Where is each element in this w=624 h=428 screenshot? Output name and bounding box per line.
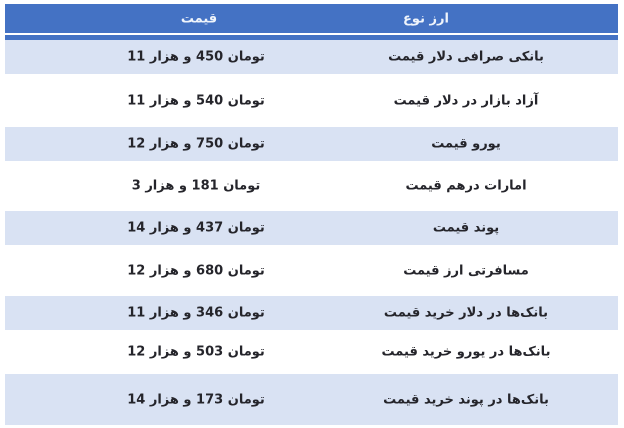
- table-header: [5, 4, 618, 33]
- currency-type-cell: قیمت‎ خرید‎ پوند‎ در‎ بانک‌ها: [383, 392, 549, 407]
- table-row: [5, 211, 618, 245]
- price-cell: 14 هزار‎ و‎ 173 تومان: [127, 392, 265, 407]
- currency-type-cell: قیمت‎ دلار‎ در‎ بازار‎ آزاد: [393, 93, 539, 108]
- table-row: [5, 330, 618, 374]
- table-row: [5, 296, 618, 330]
- price-cell: 11 هزار‎ و‎ 346 تومان: [127, 305, 265, 321]
- price-cell: 12 هزار‎ و‎ 750 تومان: [127, 136, 265, 152]
- price-cell: 11 هزار‎ و‎ 540 تومان: [127, 93, 265, 108]
- currency-type-cell: قیمت‎ دلار‎ صرافی‎ بانکی: [388, 49, 544, 65]
- table-row: [5, 127, 618, 161]
- table-row: [5, 245, 618, 296]
- currency-type-cell: قیمت‎ خرید‎ یورو‎ در‎ بانک‌ها: [381, 344, 551, 360]
- price-cell: 12 هزار‎ و‎ 503 تومان: [127, 344, 265, 360]
- currency-type-cell: قیمت‎ ارز‎ مسافرتی: [403, 263, 529, 278]
- price-cell: 14 هزار‎ و‎ 437 تومان: [127, 220, 265, 236]
- currency-type-cell: قیمت‎ پوند: [432, 220, 500, 236]
- price-cell: 12 هزار‎ و‎ 680 تومان: [127, 263, 265, 278]
- price-cell: 11 هزار‎ و‎ 450 تومان: [127, 49, 265, 65]
- header-currency-type-label: نوع‎ ارز: [403, 11, 449, 26]
- currency-type-cell: قیمت‎ خرید‎ دلار‎ در‎ بانک‌ها: [383, 305, 549, 321]
- header-price-label: قیمت: [180, 11, 218, 26]
- table-row: [5, 374, 618, 425]
- table-row: [5, 161, 618, 211]
- currency-type-cell: قیمت‎ یورو: [431, 136, 501, 152]
- table-row: [5, 74, 618, 127]
- currency-type-cell: قیمت‎ درهم‎ امارات: [405, 178, 527, 194]
- table-row: [5, 40, 618, 74]
- price-cell: 3 هزار‎ و‎ 181 تومان: [131, 178, 261, 194]
